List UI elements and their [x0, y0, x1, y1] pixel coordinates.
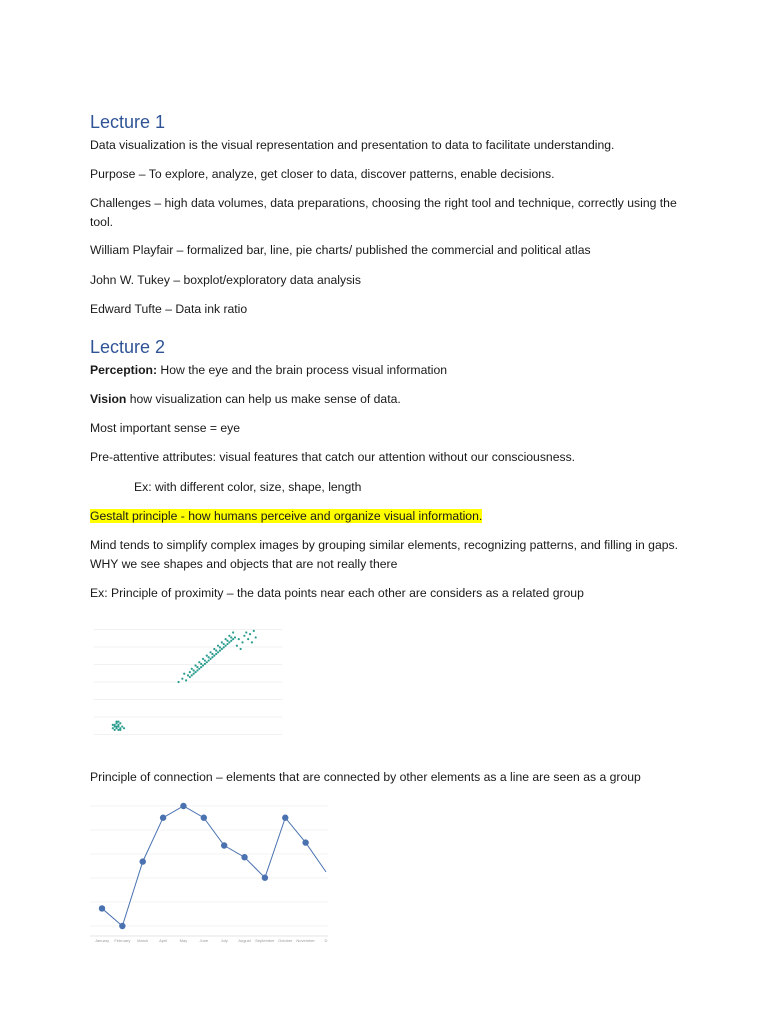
scatter-point: [230, 640, 232, 642]
scatter-point: [243, 635, 245, 637]
scatter-point: [217, 645, 219, 647]
scatter-point: [215, 650, 217, 652]
x-tick-label: D: [324, 938, 328, 943]
data-point: [99, 905, 105, 911]
scatter-point: [200, 663, 202, 665]
scatter-point: [226, 643, 228, 645]
mind-paragraph: Mind tends to simplify complex images by grouping similar elements, recognizing patterns, and filling in gaps. WHY we see shapes and objects that are not really there: [90, 538, 678, 571]
scatter-point: [223, 643, 225, 645]
scatter-point: [191, 674, 193, 676]
scatter-point: [240, 648, 242, 650]
connection-line-chart: [90, 796, 328, 944]
scatter-point: [112, 724, 114, 726]
scatter-point: [115, 721, 117, 723]
scatter-point: [213, 655, 215, 657]
scatter-point: [181, 678, 183, 680]
scatter-point: [121, 725, 123, 727]
connection-paragraph: Principle of connection – elements that are connected by other elements as a line are seen as a group: [90, 770, 641, 784]
scatter-point: [193, 673, 195, 675]
scatter-point: [217, 651, 219, 653]
scatter-point: [238, 638, 240, 640]
scatter-point: [232, 638, 234, 640]
series-line: [102, 806, 326, 926]
scatter-point: [221, 648, 223, 650]
x-tick-label: May: [179, 938, 188, 943]
preattentive-example: Ex: with different color, size, shape, length: [134, 480, 362, 494]
scatter-point: [117, 725, 119, 727]
scatter-point: [230, 636, 232, 638]
lecture1-heading: Lecture 1: [90, 112, 166, 132]
data-point: [160, 815, 166, 821]
scatter-point: [193, 669, 195, 671]
scatter-point: [206, 655, 208, 657]
scatter-point: [198, 661, 200, 663]
scatter-point: [236, 645, 238, 647]
data-point: [221, 842, 227, 848]
scatter-point: [249, 633, 251, 635]
scatter-point: [178, 681, 180, 683]
preattentive-attributes: Pre-attentive attributes: visual features that catch our attention without our consciousness.: [90, 450, 576, 464]
scatter-point: [225, 638, 227, 640]
perception-text: How the eye and the brain process visual information: [157, 363, 447, 377]
lecture1-challenges: Challenges – high data volumes, data preparations, choosing the right tool and technique, correctly using the tool.: [90, 196, 677, 229]
lecture2-heading: Lecture 2: [90, 337, 166, 357]
scatter-point: [208, 656, 210, 658]
scatter-point: [112, 727, 114, 729]
scatter-point: [114, 724, 116, 726]
scatter-point: [219, 646, 221, 648]
scatter-point: [208, 659, 210, 661]
scatter-point: [115, 725, 117, 727]
scatter-point: [119, 722, 121, 724]
x-tick-label: January: [94, 938, 110, 943]
perception-term: Perception:: [90, 363, 158, 377]
lecture1-tukey: John W. Tukey – boxplot/exploratory data analysis: [90, 273, 361, 287]
scatter-point: [228, 641, 230, 643]
scatter-point: [119, 729, 121, 731]
x-tick-label: August: [238, 938, 251, 943]
scatter-point: [211, 656, 213, 658]
scatter-point: [196, 669, 198, 671]
x-tick-label: September: [255, 938, 275, 943]
scatter-point: [215, 653, 217, 655]
data-point: [140, 858, 146, 864]
gestalt-paragraph: [90, 507, 690, 526]
scatter-point: [202, 664, 204, 666]
x-tick-label: March: [137, 938, 149, 943]
data-point: [201, 815, 207, 821]
scatter-point: [225, 645, 227, 647]
scatter-point: [223, 646, 225, 648]
gestalt-highlight: Gestalt principle - how humans perceive and organize visual information.: [90, 509, 483, 523]
scatter-point: [241, 641, 243, 643]
x-tick-label: October: [278, 938, 293, 943]
scatter-point: [194, 671, 196, 673]
perception-paragraph: [90, 361, 690, 380]
scatter-point: [123, 727, 125, 729]
scatter-point: [209, 651, 211, 653]
scatter-point: [247, 638, 249, 640]
data-point: [119, 923, 125, 929]
lecture1-purpose: Purpose – To explore, analyze, get closer to data, discover patterns, enable decisions.: [90, 167, 555, 181]
scatter-point: [255, 636, 257, 638]
scatter-point: [117, 729, 119, 731]
scatter-point: [226, 640, 228, 642]
x-tick-label: February: [114, 938, 131, 943]
scatter-point: [183, 673, 185, 675]
data-point: [180, 803, 186, 809]
scatter-point: [191, 668, 193, 670]
scatter-point: [204, 663, 206, 665]
proximity-scatter-chart: [90, 612, 286, 752]
scatter-point: [204, 659, 206, 661]
vision-paragraph: [90, 390, 690, 409]
scatter-point: [221, 641, 223, 643]
scatter-point: [187, 674, 189, 676]
scatter-point: [194, 664, 196, 666]
scatter-point: [232, 631, 234, 633]
scatter-point: [117, 721, 119, 723]
data-point: [241, 854, 247, 860]
scatter-point: [253, 630, 255, 632]
scatter-point: [228, 635, 230, 637]
scatter-point: [206, 661, 208, 663]
scatter-point: [211, 653, 213, 655]
scatter-point: [196, 666, 198, 668]
lecture1-tufte: Edward Tufte – Data ink ratio: [90, 302, 248, 316]
scatter-point: [114, 729, 116, 731]
scatter-point: [209, 658, 211, 660]
x-tick-label: April: [159, 938, 168, 943]
data-point: [302, 839, 308, 845]
scatter-point: [200, 666, 202, 668]
important-sense: Most important sense = eye: [90, 421, 241, 435]
scatter-point: [251, 641, 253, 643]
scatter-point: [202, 658, 204, 660]
vision-term: Vision: [90, 392, 127, 406]
proximity-paragraph: Ex: Principle of proximity – the data points near each other are considers as a related group: [90, 586, 584, 600]
x-tick-label: November: [296, 938, 315, 943]
scatter-point: [189, 671, 191, 673]
scatter-point: [245, 631, 247, 633]
scatter-point: [234, 636, 236, 638]
lecture1-definition: Data visualization is the visual representation and presentation to data to facilitate understanding.: [90, 138, 615, 152]
scatter-point: [189, 676, 191, 678]
scatter-point: [213, 648, 215, 650]
lecture1-playfair: William Playfair – formalized bar, line, pie charts/ published the commercial and political atlas: [90, 243, 591, 257]
data-point: [262, 875, 268, 881]
scatter-point: [219, 650, 221, 652]
x-tick-label: June: [199, 938, 209, 943]
x-tick-label: July: [220, 938, 228, 943]
scatter-point: [198, 668, 200, 670]
vision-text: how visualization can help us make sense of data.: [126, 392, 401, 406]
data-point: [282, 815, 288, 821]
scatter-point: [185, 679, 187, 681]
